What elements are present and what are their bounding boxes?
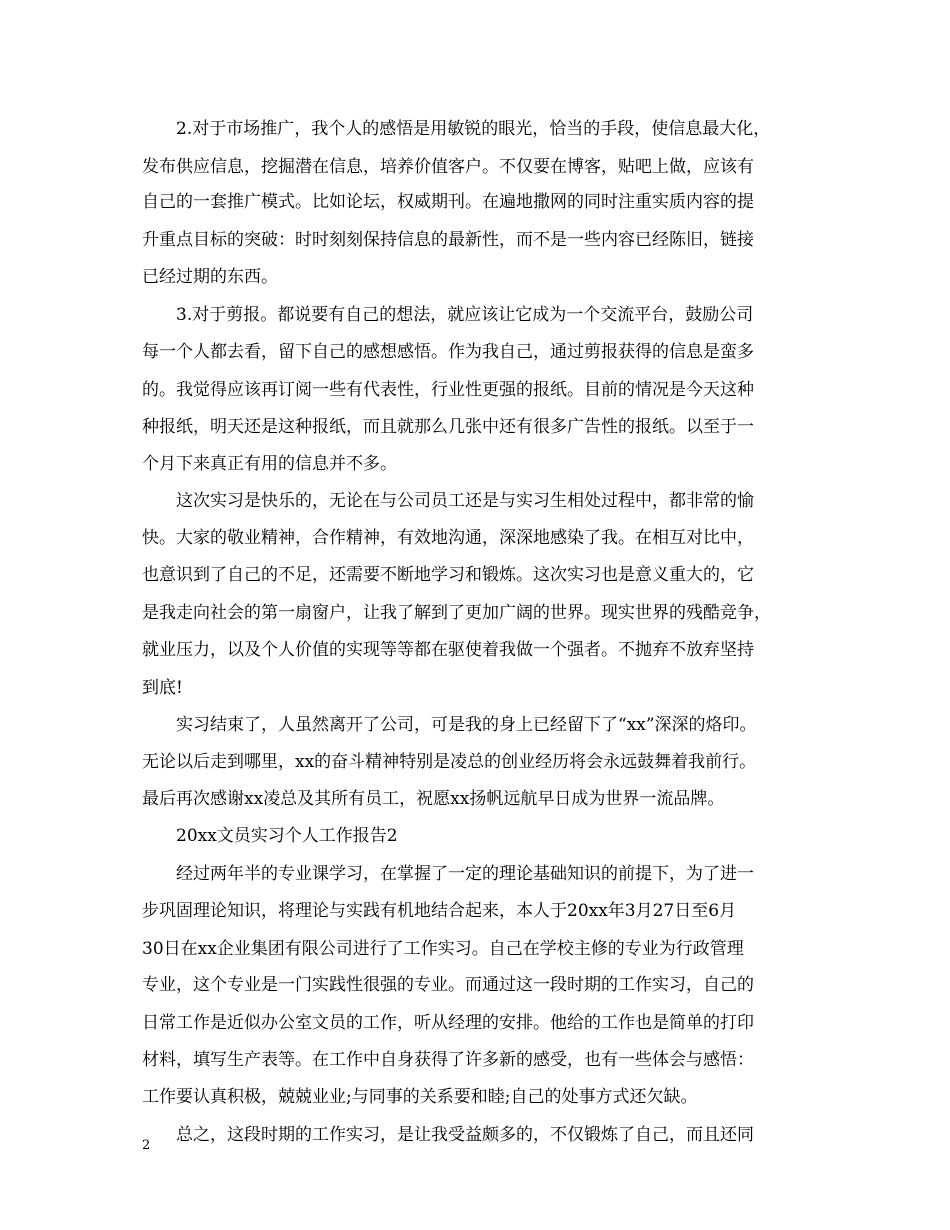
text-line: 20xx文员实习个人工作报告2	[176, 826, 398, 846]
text-line: 材料，填写生产表等。在工作中自身获得了许多新的感受，也有一些体会与感悟：	[142, 1050, 754, 1070]
text-line: 最后再次感谢xx凌总及其所有员工，祝愿xx扬帆远航早日成为世界一流品牌。	[142, 789, 725, 809]
text-line: 发布供应信息，挖掘潜在信息，培养价值客户。不仅要在博客，贴吧上做，应该有	[142, 157, 754, 177]
text-line: 工作要认真积极，兢兢业业;与同事的关系要和睦;自己的处事方式还欠缺。	[142, 1087, 698, 1107]
text-line: 就业压力，以及个人价值的实现等等都在驱使着我做一个强者。不抛弃不放弃坚持	[142, 640, 754, 660]
text-line: 2.对于市场推广，我个人的感悟是用敏锐的眼光，恰当的手段，使信息最大化，	[176, 119, 771, 139]
text-line: 已经过期的东西。	[142, 267, 278, 287]
page-number: 2	[142, 1138, 151, 1153]
text-line: 个月下来真正有用的信息并不多。	[142, 454, 397, 474]
text-line: 经过两年半的专业课学习，在掌握了一定的理论基础知识的前提下，为了进一	[176, 864, 754, 884]
text-line: 步巩固理论知识，将理论与实践有机地结合起来，本人于20xx年3月27日至6月	[142, 901, 737, 921]
text-line: 升重点目标的突破：时时刻刻保持信息的最新性，而不是一些内容已经陈旧，链接	[142, 230, 754, 250]
text-line: 无论以后走到哪里，xx的奋斗精神特别是凌总的创业经历将会永远鼓舞着我前行。	[142, 752, 757, 772]
text-line: 日常工作是近似办公室文员的工作，听从经理的安排。他给的工作也是简单的打印	[142, 1013, 754, 1033]
text-line: 专业，这个专业是一门实践性很强的专业。而通过这一段时期的工作实习，自己的	[142, 975, 754, 995]
text-line: 3.对于剪报。都说要有自己的想法，就应该让它成为一个交流平台，鼓励公司	[176, 305, 754, 325]
text-line: 每一个人都去看，留下自己的感想感悟。作为我自己，通过剪报获得的信息是蛮多	[142, 342, 754, 362]
text-line: 也意识到了自己的不足，还需要不断地学习和锻炼。这次实习也是意义重大的，它	[142, 565, 754, 585]
text-line: 到底!	[142, 678, 183, 698]
text-line: 种报纸，明天还是这种报纸，而且就那么几张中还有很多广告性的报纸。以至于一	[142, 417, 754, 437]
text-line: 实习结束了，人虽然离开了公司，可是我的身上已经留下了“xx”深深的烙印。	[176, 715, 757, 735]
text-line: 快。大家的敬业精神，合作精神，有效地沟通，深深地感染了我。在相互对比中，	[142, 528, 754, 548]
text-line: 自己的一套推广模式。比如论坛，权威期刊。在遍地撒网的同时注重实质内容的提	[142, 192, 754, 212]
text-line: 30日在xx企业集团有限公司进行了工作实习。自己在学校主修的专业为行政管理	[142, 939, 744, 959]
text-line: 这次实习是快乐的，无论在与公司员工还是与实习生相处过程中，都非常的愉	[176, 491, 754, 511]
text-line: 是我走向社会的第一扇窗户，让我了解到了更加广阔的世界。现实世界的残酷竞争，	[142, 603, 771, 623]
text-line: 总之，这段时期的工作实习，是让我受益颇多的，不仅锻炼了自己，而且还同	[176, 1125, 754, 1145]
text-line: 的。我觉得应该再订阅一些有代表性，行业性更强的报纸。目前的情况是今天这种	[142, 380, 754, 400]
